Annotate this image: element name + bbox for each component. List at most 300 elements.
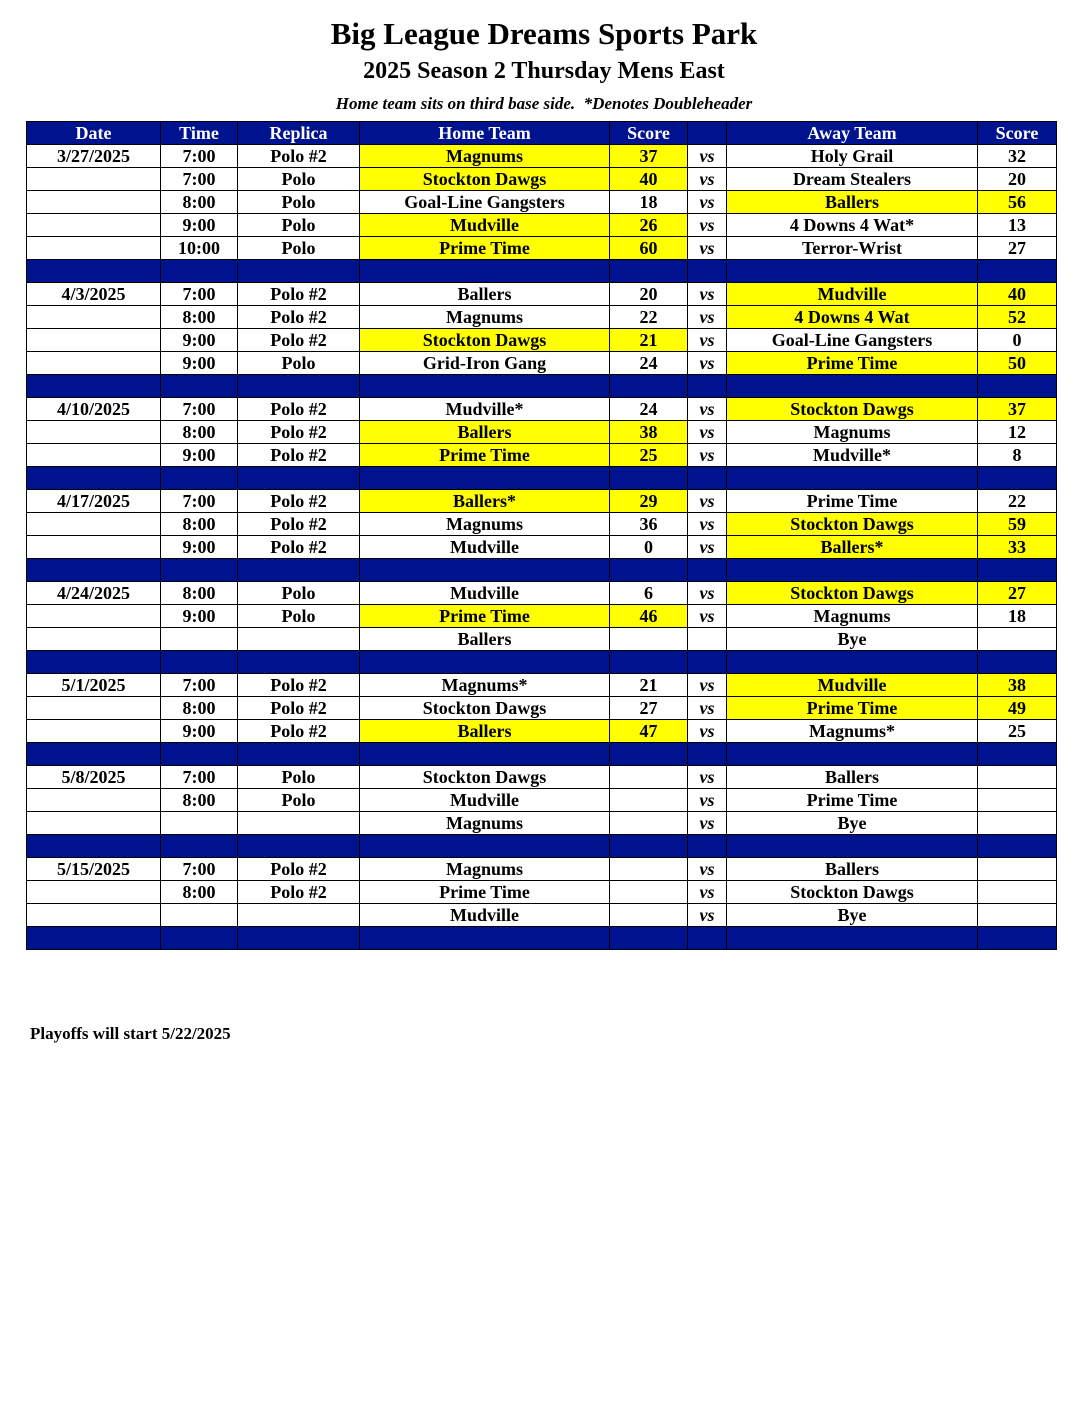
vs-cell: vs [688,766,727,789]
home-team-cell: Stockton Dawgs [360,697,610,720]
away-team-cell: Goal-Line Gangsters [727,329,978,352]
home-score-cell: 20 [610,283,688,306]
table-row [27,812,1057,835]
separator-cell [610,927,688,950]
separator-cell [161,927,238,950]
replica-cell: Polo #2 [238,513,360,536]
replica-cell [238,904,360,927]
time-cell: 9:00 [161,214,238,237]
away-team-cell: 4 Downs 4 Wat* [727,214,978,237]
date-cell [27,536,161,559]
date-cell [27,191,161,214]
separator-cell [978,835,1057,858]
replica-cell [238,628,360,651]
home-team-cell: Ballers* [360,490,610,513]
vs-cell: vs [688,168,727,191]
away-score-cell: 18 [978,605,1057,628]
away-score-cell: 27 [978,582,1057,605]
separator-cell [360,467,610,490]
away-score-cell: 20 [978,168,1057,191]
away-team-cell: Dream Stealers [727,168,978,191]
away-team-cell: Ballers* [727,536,978,559]
separator-cell [610,375,688,398]
vs-cell: vs [688,674,727,697]
home-score-cell [610,766,688,789]
separator-row [27,375,1057,398]
vs-cell: vs [688,214,727,237]
replica-cell: Polo #2 [238,421,360,444]
schedule-body [27,145,1057,950]
separator-row [27,835,1057,858]
replica-cell: Polo #2 [238,881,360,904]
table-row [27,398,1057,421]
time-cell: 7:00 [161,674,238,697]
away-score-cell [978,766,1057,789]
vs-cell: vs [688,536,727,559]
replica-cell: Polo #2 [238,145,360,168]
date-cell [27,513,161,536]
away-score-cell [978,858,1057,881]
home-score-cell: 60 [610,237,688,260]
col-header-time: Time [161,122,238,145]
separator-cell [238,651,360,674]
away-team-cell: Stockton Dawgs [727,582,978,605]
separator-cell [688,467,727,490]
vs-cell: vs [688,398,727,421]
table-row [27,674,1057,697]
table-row [27,513,1057,536]
home-score-cell: 37 [610,145,688,168]
table-row [27,444,1057,467]
separator-cell [360,651,610,674]
table-row [27,697,1057,720]
replica-cell: Polo [238,214,360,237]
vs-cell: vs [688,145,727,168]
separator-cell [727,559,978,582]
time-cell: 8:00 [161,306,238,329]
date-cell [27,421,161,444]
away-team-cell: Bye [727,904,978,927]
home-score-cell: 25 [610,444,688,467]
home-team-cell: Magnums [360,858,610,881]
time-cell: 8:00 [161,789,238,812]
away-team-cell: Terror-Wrist [727,237,978,260]
away-team-cell: Bye [727,628,978,651]
header-note: Home team sits on third base side. *Denotes Doubleheader [335,94,753,113]
date-cell: 4/3/2025 [27,283,161,306]
separator-cell [161,375,238,398]
table-row [27,628,1057,651]
table-header-row [27,122,1057,145]
table-row [27,766,1057,789]
home-score-cell: 21 [610,674,688,697]
time-cell: 7:00 [161,766,238,789]
separator-cell [978,559,1057,582]
away-score-cell: 50 [978,352,1057,375]
col-header-vs [688,122,727,145]
away-team-cell: Ballers [727,858,978,881]
home-score-cell: 6 [610,582,688,605]
home-team-cell: Prime Time [360,237,610,260]
home-score-cell: 0 [610,536,688,559]
away-score-cell: 12 [978,421,1057,444]
separator-cell [360,743,610,766]
separator-cell [161,651,238,674]
separator-cell [978,260,1057,283]
separator-cell [688,743,727,766]
date-cell [27,214,161,237]
home-team-cell: Magnums [360,306,610,329]
date-cell [27,628,161,651]
away-team-cell: 4 Downs 4 Wat [727,306,978,329]
away-team-cell: Prime Time [727,789,978,812]
time-cell [161,904,238,927]
home-team-cell: Stockton Dawgs [360,329,610,352]
separator-cell [688,375,727,398]
table-row [27,329,1057,352]
away-team-cell: Prime Time [727,490,978,513]
away-score-cell: 49 [978,697,1057,720]
separator-cell [161,743,238,766]
time-cell: 9:00 [161,720,238,743]
date-cell: 3/27/2025 [27,145,161,168]
col-header-away-team: Away Team [727,122,978,145]
time-cell: 8:00 [161,881,238,904]
separator-cell [161,559,238,582]
vs-cell: vs [688,697,727,720]
vs-cell [688,628,727,651]
home-team-cell: Goal-Line Gangsters [360,191,610,214]
replica-cell: Polo #2 [238,329,360,352]
home-score-cell: 26 [610,214,688,237]
date-cell [27,306,161,329]
away-score-cell: 22 [978,490,1057,513]
separator-cell [238,375,360,398]
separator-cell [360,927,610,950]
separator-cell [360,375,610,398]
replica-cell: Polo #2 [238,398,360,421]
separator-cell [238,467,360,490]
home-team-cell: Mudville [360,582,610,605]
date-cell: 5/8/2025 [27,766,161,789]
separator-cell [610,559,688,582]
vs-cell: vs [688,191,727,214]
page-title: Big League Dreams Sports Park [330,16,758,51]
table-row [27,536,1057,559]
separator-cell [360,559,610,582]
home-team-cell: Ballers [360,421,610,444]
home-score-cell [610,858,688,881]
vs-cell: vs [688,812,727,835]
time-cell [161,628,238,651]
away-team-cell: Stockton Dawgs [727,881,978,904]
replica-cell: Polo #2 [238,720,360,743]
separator-cell [161,835,238,858]
table-row [27,237,1057,260]
time-cell: 8:00 [161,582,238,605]
separator-cell [27,927,161,950]
away-score-cell: 32 [978,145,1057,168]
separator-cell [978,743,1057,766]
home-team-cell: Prime Time [360,444,610,467]
date-cell [27,168,161,191]
date-cell [27,904,161,927]
away-score-cell: 59 [978,513,1057,536]
table-row [27,145,1057,168]
vs-cell: vs [688,444,727,467]
time-cell: 10:00 [161,237,238,260]
date-cell: 4/10/2025 [27,398,161,421]
home-score-cell: 21 [610,329,688,352]
date-cell [27,444,161,467]
home-team-cell: Ballers [360,720,610,743]
separator-row [27,260,1057,283]
replica-cell: Polo #2 [238,674,360,697]
replica-cell: Polo #2 [238,306,360,329]
vs-cell: vs [688,306,727,329]
replica-cell: Polo [238,582,360,605]
separator-row [27,467,1057,490]
home-score-cell: 47 [610,720,688,743]
table-row [27,789,1057,812]
home-score-cell [610,789,688,812]
away-team-cell: Prime Time [727,697,978,720]
separator-cell [727,743,978,766]
replica-cell: Polo [238,352,360,375]
away-score-cell: 40 [978,283,1057,306]
date-cell [27,329,161,352]
home-score-cell: 40 [610,168,688,191]
date-cell [27,605,161,628]
separator-cell [238,743,360,766]
vs-cell: vs [688,605,727,628]
away-team-cell: Ballers [727,191,978,214]
separator-cell [978,927,1057,950]
away-score-cell [978,881,1057,904]
col-header-date: Date [27,122,161,145]
col-header-replica: Replica [238,122,360,145]
col-header-home-team: Home Team [360,122,610,145]
vs-cell: vs [688,490,727,513]
playoffs-note: Playoffs will start 5/22/2025 [30,1024,231,1043]
home-team-cell: Mudville* [360,398,610,421]
separator-cell [727,467,978,490]
date-cell [27,789,161,812]
separator-cell [238,927,360,950]
away-team-cell: Mudville [727,674,978,697]
separator-cell [238,835,360,858]
time-cell: 7:00 [161,858,238,881]
separator-cell [27,559,161,582]
home-team-cell: Magnums [360,513,610,536]
separator-cell [688,559,727,582]
time-cell: 7:00 [161,490,238,513]
home-score-cell: 22 [610,306,688,329]
page-subtitle: 2025 Season 2 Thursday Mens East [363,58,725,84]
separator-cell [610,651,688,674]
replica-cell: Polo #2 [238,536,360,559]
replica-cell: Polo [238,191,360,214]
separator-cell [27,835,161,858]
away-score-cell [978,904,1057,927]
table-row [27,191,1057,214]
away-score-cell: 13 [978,214,1057,237]
away-score-cell: 25 [978,720,1057,743]
vs-cell: vs [688,513,727,536]
date-cell [27,352,161,375]
home-team-cell: Mudville [360,904,610,927]
table-row [27,904,1057,927]
table-row [27,881,1057,904]
table-row [27,605,1057,628]
home-team-cell: Magnums [360,145,610,168]
table-row [27,490,1057,513]
home-score-cell [610,812,688,835]
time-cell: 7:00 [161,283,238,306]
replica-cell: Polo [238,789,360,812]
replica-cell: Polo [238,766,360,789]
replica-cell: Polo [238,168,360,191]
home-score-cell: 27 [610,697,688,720]
separator-cell [161,467,238,490]
date-cell: 4/24/2025 [27,582,161,605]
separator-cell [238,260,360,283]
separator-cell [27,375,161,398]
separator-cell [610,467,688,490]
away-score-cell: 37 [978,398,1057,421]
away-score-cell: 52 [978,306,1057,329]
replica-cell: Polo #2 [238,444,360,467]
vs-cell: vs [688,789,727,812]
time-cell: 9:00 [161,352,238,375]
separator-row [27,651,1057,674]
away-team-cell: Mudville* [727,444,978,467]
vs-cell: vs [688,720,727,743]
home-team-cell: Magnums* [360,674,610,697]
replica-cell: Polo #2 [238,697,360,720]
home-score-cell: 36 [610,513,688,536]
away-team-cell: Prime Time [727,352,978,375]
home-team-cell: Mudville [360,536,610,559]
table-row [27,352,1057,375]
home-team-cell: Ballers [360,628,610,651]
time-cell: 7:00 [161,145,238,168]
away-team-cell: Holy Grail [727,145,978,168]
home-score-cell: 29 [610,490,688,513]
vs-cell: vs [688,329,727,352]
separator-cell [727,260,978,283]
time-cell: 9:00 [161,605,238,628]
home-team-cell: Stockton Dawgs [360,168,610,191]
separator-cell [238,559,360,582]
table-row [27,214,1057,237]
home-team-cell: Ballers [360,283,610,306]
away-team-cell: Ballers [727,766,978,789]
vs-cell: vs [688,881,727,904]
table-row [27,582,1057,605]
separator-cell [978,651,1057,674]
away-score-cell [978,628,1057,651]
vs-cell: vs [688,858,727,881]
separator-cell [727,651,978,674]
date-cell [27,881,161,904]
separator-cell [27,260,161,283]
time-cell: 7:00 [161,168,238,191]
time-cell: 9:00 [161,536,238,559]
home-score-cell [610,881,688,904]
time-cell: 8:00 [161,697,238,720]
vs-cell: vs [688,352,727,375]
replica-cell: Polo #2 [238,858,360,881]
separator-cell [610,743,688,766]
table-row [27,421,1057,444]
vs-cell: vs [688,904,727,927]
home-score-cell: 24 [610,398,688,421]
away-score-cell [978,789,1057,812]
separator-cell [360,835,610,858]
date-cell [27,237,161,260]
table-row [27,306,1057,329]
separator-cell [688,835,727,858]
separator-cell [727,835,978,858]
away-team-cell: Mudville [727,283,978,306]
home-team-cell: Mudville [360,789,610,812]
date-cell: 5/15/2025 [27,858,161,881]
away-team-cell: Magnums* [727,720,978,743]
separator-cell [610,835,688,858]
away-team-cell: Stockton Dawgs [727,513,978,536]
table-row [27,283,1057,306]
away-score-cell: 0 [978,329,1057,352]
home-team-cell: Prime Time [360,881,610,904]
away-score-cell [978,812,1057,835]
separator-cell [978,375,1057,398]
replica-cell: Polo [238,237,360,260]
col-header-away-score: Score [978,122,1057,145]
home-team-cell: Grid-Iron Gang [360,352,610,375]
schedule-table [26,121,1057,950]
home-score-cell: 24 [610,352,688,375]
time-cell: 9:00 [161,444,238,467]
separator-cell [727,375,978,398]
home-score-cell [610,904,688,927]
time-cell: 7:00 [161,398,238,421]
away-team-cell: Magnums [727,421,978,444]
time-cell: 8:00 [161,421,238,444]
date-cell [27,720,161,743]
replica-cell: Polo [238,605,360,628]
separator-row [27,559,1057,582]
home-score-cell: 46 [610,605,688,628]
time-cell: 9:00 [161,329,238,352]
date-cell [27,812,161,835]
separator-cell [727,927,978,950]
separator-row [27,743,1057,766]
home-team-cell: Mudville [360,214,610,237]
away-team-cell: Bye [727,812,978,835]
time-cell [161,812,238,835]
replica-cell: Polo #2 [238,490,360,513]
date-cell [27,697,161,720]
away-score-cell: 27 [978,237,1057,260]
away-score-cell: 56 [978,191,1057,214]
date-cell: 5/1/2025 [27,674,161,697]
replica-cell: Polo #2 [238,283,360,306]
col-header-home-score: Score [610,122,688,145]
separator-cell [360,260,610,283]
separator-cell [27,743,161,766]
separator-cell [27,467,161,490]
